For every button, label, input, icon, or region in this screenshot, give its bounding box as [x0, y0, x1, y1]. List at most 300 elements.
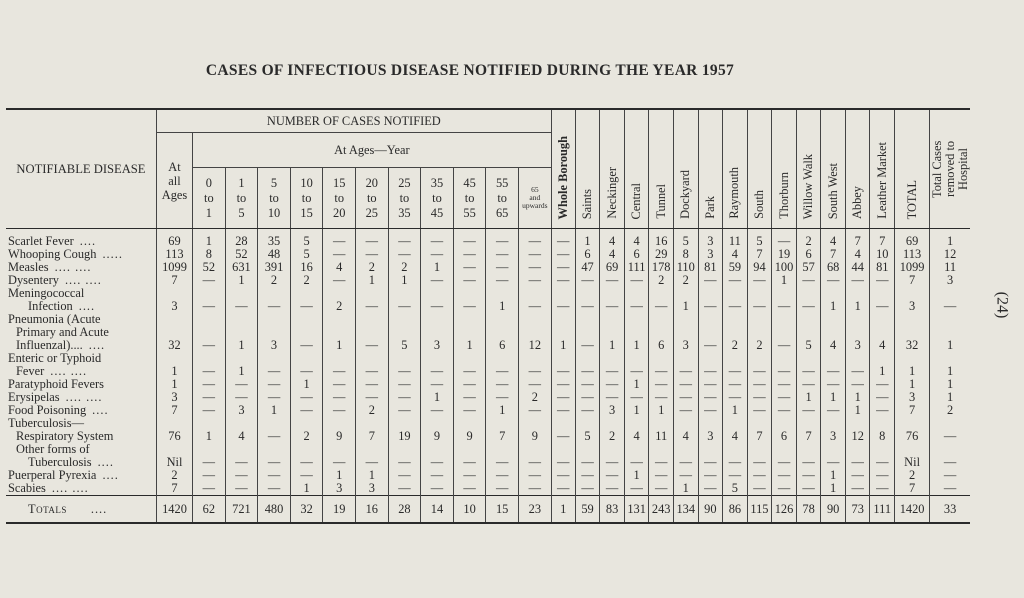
removed-cell: 2	[930, 404, 970, 417]
age-cell: —	[453, 391, 486, 404]
age-cell: —	[388, 482, 421, 496]
age-cell: 1	[356, 469, 389, 482]
ward-cell: 73	[845, 496, 870, 524]
ward-cell: 5	[575, 430, 600, 443]
page-number: (24)	[993, 291, 1011, 319]
page-title: CASES OF INFECTIOUS DISEASE NOTIFIED DURING THE YEAR 1957	[205, 62, 735, 79]
ward-cell: 1	[673, 300, 698, 313]
ward-cell: 12	[845, 430, 870, 443]
age-cell: —	[290, 456, 323, 469]
ward-cell: 1	[575, 229, 600, 249]
ward-cell: —	[624, 365, 649, 378]
cases-group-header: NUMBER OF CASES NOTIFIED	[156, 109, 551, 133]
age-cell: 2	[518, 391, 551, 404]
age-cell: —	[323, 378, 356, 391]
age-cell: —	[258, 469, 291, 482]
ward-cell: —	[870, 456, 895, 469]
age-cell: —	[290, 391, 323, 404]
total-cell: 1420	[895, 496, 930, 524]
ward-cell: —	[673, 365, 698, 378]
age-cell: —	[323, 404, 356, 417]
whole-borough-cell: —	[551, 274, 575, 287]
age-cell: 9	[453, 430, 486, 443]
ward-cell: —	[845, 469, 870, 482]
ward-cell: 4	[821, 339, 846, 352]
age-cell: —	[518, 469, 551, 482]
ward-cell: —	[723, 391, 748, 404]
age-cell: —	[323, 365, 356, 378]
age-cell: —	[388, 456, 421, 469]
age-cell: 1	[421, 391, 454, 404]
ward-cell: 1	[649, 404, 674, 417]
table-row	[6, 352, 970, 365]
age-cell: —	[453, 248, 486, 261]
ward-cell: 69	[600, 261, 625, 274]
ward-cell: —	[600, 456, 625, 469]
whole-borough-cell: —	[551, 469, 575, 482]
totals-label-cell	[6, 496, 156, 524]
ward-cell: 29	[649, 248, 674, 261]
ward-header: South	[747, 109, 772, 229]
ward-cell: 3	[673, 339, 698, 352]
ward-cell: 83	[600, 496, 625, 524]
ward-cell: —	[747, 378, 772, 391]
ward-cell: —	[821, 456, 846, 469]
removed-cell: 1	[930, 339, 970, 352]
ward-header: Leather Market	[870, 109, 895, 229]
age-cell: 16	[290, 261, 323, 274]
ward-cell: 1	[624, 469, 649, 482]
ward-cell: —	[600, 378, 625, 391]
age-cell: —	[486, 456, 519, 469]
age-cell: 2	[290, 274, 323, 287]
age-cell	[356, 313, 389, 326]
all-ages-cell: 1099	[156, 261, 192, 274]
ward-cell: —	[772, 339, 797, 352]
removed-cell: —	[930, 482, 970, 496]
age-cell	[388, 313, 421, 326]
ward-header: Tunnel	[649, 109, 674, 229]
ward-cell: —	[772, 404, 797, 417]
whole-borough-cell: —	[551, 404, 575, 417]
age-cell: —	[193, 404, 226, 417]
age-cell: —	[518, 261, 551, 274]
total-cell	[895, 313, 930, 326]
all-ages-cell: 76	[156, 430, 192, 443]
age-cell: —	[421, 300, 454, 313]
ward-cell: 1	[796, 391, 821, 404]
ward-cell: —	[870, 300, 895, 313]
age-cell: 3	[421, 339, 454, 352]
age-band-header: 45 to 55	[453, 168, 486, 229]
table-row	[6, 417, 970, 430]
ward-cell: —	[747, 365, 772, 378]
totals-label: Totals	[28, 501, 67, 516]
age-cell: —	[193, 391, 226, 404]
ward-cell: —	[723, 469, 748, 482]
all-ages-header: At all Ages	[156, 133, 192, 229]
ward-cell: 111	[870, 496, 895, 524]
ward-cell: 1	[600, 339, 625, 352]
age-cell: —	[388, 469, 421, 482]
removed-cell: 1	[930, 391, 970, 404]
age-cell: —	[258, 378, 291, 391]
ward-header: Saints	[575, 109, 600, 229]
whole-borough-header: Whole Borough	[551, 109, 575, 229]
age-cell: 3	[356, 482, 389, 496]
table-row	[6, 274, 970, 287]
ward-cell: —	[575, 456, 600, 469]
age-cell: —	[453, 469, 486, 482]
age-cell: —	[453, 261, 486, 274]
total-cell: 113	[895, 248, 930, 261]
age-cell: —	[290, 339, 323, 352]
ward-cell: —	[575, 365, 600, 378]
ward-cell: —	[698, 456, 723, 469]
age-cell: —	[486, 482, 519, 496]
ward-cell: 2	[747, 339, 772, 352]
age-cell: 2	[323, 300, 356, 313]
age-cell: —	[388, 391, 421, 404]
ward-cell: —	[796, 365, 821, 378]
age-cell: 721	[225, 496, 258, 524]
disease-name	[6, 229, 156, 249]
age-cell: —	[388, 404, 421, 417]
ward-cell: —	[772, 300, 797, 313]
ward-cell: —	[870, 404, 895, 417]
table-row	[6, 469, 970, 482]
leader-dots: ....	[79, 234, 97, 248]
ward-cell	[624, 313, 649, 326]
ward-header: Raymouth	[723, 109, 748, 229]
age-cell: —	[421, 365, 454, 378]
age-cell: —	[258, 430, 291, 443]
age-cell: —	[518, 274, 551, 287]
ward-cell: —	[796, 274, 821, 287]
ward-cell	[747, 313, 772, 326]
ward-cell: 243	[649, 496, 674, 524]
ward-cell: —	[698, 300, 723, 313]
age-cell: —	[225, 378, 258, 391]
age-cell: 1	[258, 404, 291, 417]
age-cell: 1	[225, 339, 258, 352]
age-cell: 1	[193, 430, 226, 443]
ward-cell: 8	[870, 430, 895, 443]
removed-cell: 12	[930, 248, 970, 261]
ward-cell: —	[673, 391, 698, 404]
disease-label: Food Poisoning	[8, 403, 87, 417]
ward-cell: —	[870, 391, 895, 404]
ward-cell: 16	[649, 229, 674, 249]
ward-cell: —	[747, 391, 772, 404]
ward-cell	[649, 313, 674, 326]
age-cell: —	[421, 248, 454, 261]
total-cell: 7	[895, 404, 930, 417]
ward-cell: 7	[747, 430, 772, 443]
age-cell: —	[421, 469, 454, 482]
disease-label: Other forms of	[16, 442, 90, 456]
age-band-header: 25 to 35	[388, 168, 421, 229]
age-cell: —	[486, 248, 519, 261]
ward-cell: 1	[821, 482, 846, 496]
ward-header: Abbey	[845, 109, 870, 229]
table-row	[6, 430, 970, 443]
ward-cell: 3	[821, 430, 846, 443]
removed-cell: 1	[930, 229, 970, 249]
age-band-header: 20 to 25	[356, 168, 389, 229]
disease-label: Primary and Acute	[16, 325, 109, 339]
ward-cell: —	[870, 274, 895, 287]
ward-cell: —	[575, 274, 600, 287]
ward-cell: —	[624, 274, 649, 287]
age-cell: —	[356, 456, 389, 469]
ward-cell: —	[673, 469, 698, 482]
age-cell: —	[225, 482, 258, 496]
ward-cell: —	[796, 469, 821, 482]
age-cell: 62	[193, 496, 226, 524]
removed-cell: 3	[930, 274, 970, 287]
age-band-header: 15 to 20	[323, 168, 356, 229]
age-cell: —	[225, 456, 258, 469]
ward-cell: —	[698, 404, 723, 417]
all-ages-cell: 3	[156, 300, 192, 313]
ward-cell: 1	[624, 339, 649, 352]
ward-cell: 4	[624, 229, 649, 249]
age-cell: 5	[290, 248, 323, 261]
ward-cell: —	[796, 300, 821, 313]
ward-cell: 1	[821, 391, 846, 404]
ages-year-header: At Ages—Year	[193, 133, 552, 168]
ward-cell: 7	[796, 430, 821, 443]
age-cell: —	[486, 365, 519, 378]
table-row	[6, 482, 970, 496]
age-cell: —	[225, 469, 258, 482]
age-cell: —	[356, 248, 389, 261]
age-cell: —	[356, 339, 389, 352]
age-cell	[421, 313, 454, 326]
ward-cell: 4	[600, 229, 625, 249]
ward-cell	[673, 313, 698, 326]
table-row	[6, 443, 970, 456]
disease-label: Tuberculosis—	[8, 416, 84, 430]
disease-label: Respiratory System	[16, 429, 114, 443]
whole-borough-cell: —	[551, 482, 575, 496]
age-cell: —	[193, 274, 226, 287]
total-cell: 2	[895, 469, 930, 482]
age-cell: —	[225, 391, 258, 404]
ward-cell	[796, 313, 821, 326]
all-ages-cell: 7	[156, 482, 192, 496]
ward-cell: 4	[821, 229, 846, 249]
ward-header: Central	[624, 109, 649, 229]
age-cell	[258, 313, 291, 326]
disease-label: Tuberculosis	[28, 455, 92, 469]
age-cell: 2	[388, 261, 421, 274]
table-row	[6, 229, 970, 249]
ward-cell: 4	[723, 248, 748, 261]
leader-dots: ....	[90, 501, 108, 516]
whole-borough-cell	[551, 313, 575, 326]
disease-column-header: NOTIFIABLE DISEASE	[6, 109, 156, 229]
ward-cell: 86	[723, 496, 748, 524]
table-row	[6, 287, 970, 300]
age-cell: 4	[323, 261, 356, 274]
ward-cell: —	[747, 469, 772, 482]
whole-borough-cell: 1	[551, 496, 575, 524]
disease-label: Whooping Cough	[8, 247, 97, 261]
total-cell: 7	[895, 274, 930, 287]
ward-cell: —	[649, 482, 674, 496]
leader-dots: ....	[78, 299, 96, 313]
total-cell: 3	[895, 300, 930, 313]
ward-cell: —	[649, 469, 674, 482]
ward-cell: —	[600, 469, 625, 482]
age-cell: 28	[388, 496, 421, 524]
ward-cell: —	[845, 378, 870, 391]
ward-cell: —	[624, 300, 649, 313]
age-cell: 9	[421, 430, 454, 443]
age-cell: 12	[518, 339, 551, 352]
leader-dots: .....	[102, 247, 123, 261]
disease-label: Pneumonia (Acute	[8, 312, 101, 326]
ward-cell: 44	[845, 261, 870, 274]
age-cell: —	[518, 482, 551, 496]
ward-cell: —	[698, 391, 723, 404]
ward-cell: 131	[624, 496, 649, 524]
age-cell: 1	[193, 229, 226, 249]
ward-cell: —	[575, 404, 600, 417]
age-cell: —	[356, 229, 389, 249]
all-ages-cell: 1	[156, 378, 192, 391]
ward-cell: 3	[845, 339, 870, 352]
disease-label: Enteric or Typhoid	[8, 351, 102, 365]
age-cell: 8	[193, 248, 226, 261]
ward-cell: 68	[821, 261, 846, 274]
ward-cell: —	[698, 274, 723, 287]
all-ages-cell: Nil	[156, 456, 192, 469]
age-cell: —	[421, 482, 454, 496]
ward-cell: —	[796, 378, 821, 391]
ward-cell: —	[821, 365, 846, 378]
age-band-header: 35 to 45	[421, 168, 454, 229]
age-cell	[453, 313, 486, 326]
ward-header: Thorburn	[772, 109, 797, 229]
ward-cell: 7	[845, 229, 870, 249]
ward-cell	[698, 313, 723, 326]
ward-cell: 1	[821, 300, 846, 313]
ward-cell: —	[747, 404, 772, 417]
ward-cell: —	[723, 300, 748, 313]
ward-cell	[845, 313, 870, 326]
ward-cell: 1	[845, 404, 870, 417]
ward-cell: —	[673, 404, 698, 417]
removed-cell: 33	[930, 496, 970, 524]
age-cell: —	[323, 274, 356, 287]
ward-cell: —	[870, 469, 895, 482]
age-band-header: 65 and upwards	[518, 168, 551, 229]
table-row	[6, 300, 970, 313]
ward-cell: —	[575, 391, 600, 404]
ward-cell: 7	[870, 229, 895, 249]
ward-cell: 111	[624, 261, 649, 274]
age-cell: —	[486, 378, 519, 391]
ward-cell: —	[845, 365, 870, 378]
age-cell: —	[356, 391, 389, 404]
ward-cell: 7	[821, 248, 846, 261]
disease-label: Scabies	[8, 481, 46, 495]
age-cell: —	[518, 456, 551, 469]
age-cell	[290, 313, 323, 326]
leader-dots: ....	[92, 403, 109, 417]
age-cell: 1	[323, 339, 356, 352]
age-cell: 1	[323, 469, 356, 482]
age-cell: 3	[258, 339, 291, 352]
age-cell: —	[193, 456, 226, 469]
age-cell: 391	[258, 261, 291, 274]
table-row	[6, 313, 970, 326]
total-cell: 32	[895, 339, 930, 352]
leader-dots: ....	[102, 468, 119, 482]
ward-cell: 10	[870, 248, 895, 261]
age-band-header: 55 to 65	[486, 168, 519, 229]
total-cell: Nil	[895, 456, 930, 469]
age-cell: 14	[421, 496, 454, 524]
age-band-header: 5 to 10	[258, 168, 291, 229]
ward-cell: —	[772, 456, 797, 469]
ward-cell: —	[698, 339, 723, 352]
ward-cell: —	[723, 378, 748, 391]
age-cell: —	[356, 365, 389, 378]
ward-cell: 4	[723, 430, 748, 443]
total-cell: 1	[895, 365, 930, 378]
ward-cell: —	[723, 274, 748, 287]
age-cell: 5	[388, 339, 421, 352]
ward-cell: 1	[624, 404, 649, 417]
age-cell: —	[421, 229, 454, 249]
age-cell: 28	[225, 229, 258, 249]
age-cell: —	[421, 378, 454, 391]
ward-cell: 90	[698, 496, 723, 524]
ward-cell: 134	[673, 496, 698, 524]
ward-cell: 5	[796, 339, 821, 352]
ward-cell: 94	[747, 261, 772, 274]
ward-cell: 2	[723, 339, 748, 352]
age-cell: —	[486, 391, 519, 404]
ward-cell	[575, 313, 600, 326]
leader-dots: .... ....	[65, 390, 103, 404]
removed-cell: —	[930, 456, 970, 469]
ward-cell	[870, 313, 895, 326]
total-header: TOTAL	[895, 109, 930, 229]
age-cell: 1	[453, 339, 486, 352]
ward-cell: —	[796, 456, 821, 469]
ward-cell: 11	[723, 229, 748, 249]
ward-header: Dockyard	[673, 109, 698, 229]
disease-name	[6, 482, 156, 496]
ward-cell: —	[772, 378, 797, 391]
removed-cell: —	[930, 430, 970, 443]
age-cell: —	[356, 300, 389, 313]
ward-cell: 81	[870, 261, 895, 274]
age-cell: 1	[225, 274, 258, 287]
disease-label: Meningococcal	[8, 286, 85, 300]
ward-cell: 59	[575, 496, 600, 524]
age-cell: —	[258, 482, 291, 496]
ward-cell: 3	[698, 430, 723, 443]
ward-cell: 1	[624, 378, 649, 391]
age-cell: 15	[486, 496, 519, 524]
ward-cell	[600, 313, 625, 326]
